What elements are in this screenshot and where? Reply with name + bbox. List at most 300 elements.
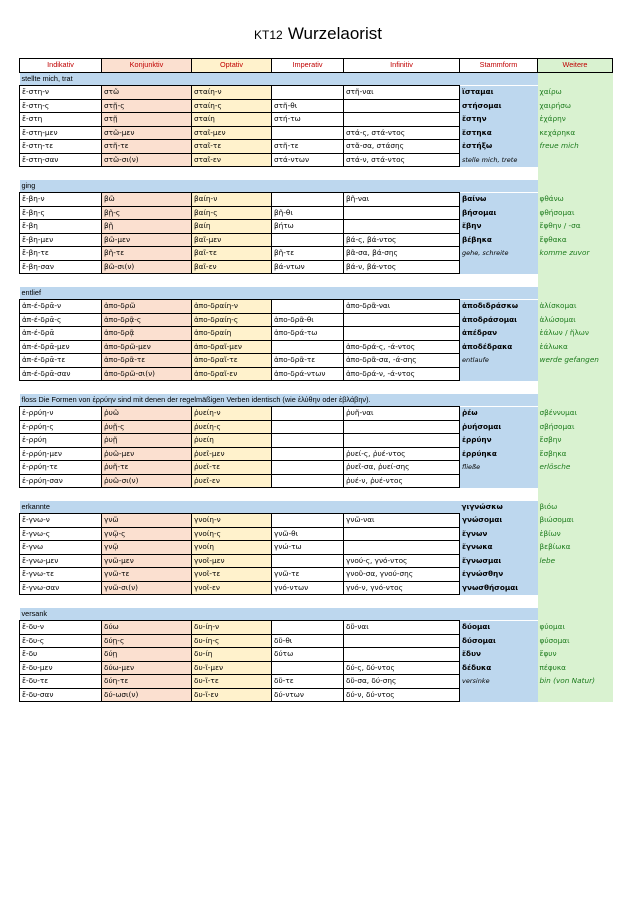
stammform-cell: δύσομαι <box>460 634 538 648</box>
optativ-cell: σταῖ-μεν <box>192 126 272 140</box>
konjunktiv-cell: ἀπο-δρῶ-σι(ν) <box>102 367 192 381</box>
infinitiv-cell: ῥυεί-ς, ῥυέ-ντος <box>344 447 460 461</box>
title-code: KT12 <box>254 28 283 42</box>
table-row <box>20 461 613 475</box>
infinitiv-cell: δύ-ς, δύ-ντος <box>344 661 460 675</box>
section-label: entlief <box>20 287 538 300</box>
optativ-cell: δυ-ῖ-μεν <box>192 661 272 675</box>
imperativ-cell <box>272 233 344 247</box>
spacer-cell <box>192 167 272 180</box>
indikativ-cell: ἔ-γνω-τε <box>20 568 102 582</box>
weitere-cell: βιόω <box>538 501 613 514</box>
stammform-cell: ἔγνων <box>460 527 538 541</box>
optativ-cell: ῥυεῖ-μεν <box>192 447 272 461</box>
konjunktiv-cell: ἀπο-δρῶ-μεν <box>102 340 192 354</box>
indikativ-cell: ἔ-βη-μεν <box>20 233 102 247</box>
imperativ-cell: ἀπο-δρά-ντων <box>272 367 344 381</box>
indikativ-cell: ἐ-ρρύη-ς <box>20 420 102 434</box>
header-weitere: Weitere <box>538 59 613 73</box>
infinitiv-cell: βά-ν, βά-ντος <box>344 260 460 274</box>
imperativ-cell: δῦ-τε <box>272 675 344 689</box>
spacer-cell <box>460 488 538 501</box>
imperativ-cell: βά-ντων <box>272 260 344 274</box>
stammform-cell: ἔδυν <box>460 648 538 662</box>
optativ-cell: σταίη <box>192 113 272 127</box>
optativ-cell: βαῖ-τε <box>192 247 272 261</box>
infinitiv-cell: ἀπο-δρᾶ-σα, -ά-σης <box>344 354 460 368</box>
indikativ-cell: ἀπ-έ-δρᾱ-τε <box>20 354 102 368</box>
spacer-cell <box>102 595 192 608</box>
spacer-cell <box>538 595 613 608</box>
spacer-cell <box>20 595 102 608</box>
spacer-cell <box>102 167 192 180</box>
konjunktiv-cell: στῇ-ς <box>102 99 192 113</box>
optativ-cell: γνοίη-ν <box>192 514 272 528</box>
weitere-cell: φύομαι <box>538 621 613 635</box>
table-row <box>20 434 613 448</box>
weitere-cell: σβήσομαι <box>538 420 613 434</box>
optativ-cell: γνοίη-ς <box>192 527 272 541</box>
spacer-row <box>20 381 613 394</box>
spacer-cell <box>538 381 613 394</box>
konjunktiv-cell: ῥυῶ-σι(ν) <box>102 474 192 488</box>
table-row <box>20 407 613 421</box>
infinitiv-cell: βᾶ-σα, βά-σης <box>344 247 460 261</box>
stammform-cell: ἐγνώσθην <box>460 568 538 582</box>
header-optativ: Optativ <box>192 59 272 73</box>
stammform-cell: ἐρρύην <box>460 434 538 448</box>
header-imperativ: Imperativ <box>272 59 344 73</box>
weitere-cell <box>538 367 613 381</box>
infinitiv-cell <box>344 113 460 127</box>
optativ-cell: ῥυεῖ-εν <box>192 474 272 488</box>
weitere-cell: ἔφθην / -σα <box>538 220 613 234</box>
konjunktiv-cell: γνῶ-σι(ν) <box>102 581 192 595</box>
konjunktiv-cell: ἀπο-δρᾷ <box>102 327 192 341</box>
optativ-cell: βαῖ-εν <box>192 260 272 274</box>
stammform-cell: ἑστήξω <box>460 140 538 154</box>
table-row <box>20 648 613 662</box>
optativ-cell: γνοῖ-τε <box>192 568 272 582</box>
optativ-cell: γνοῖ-μεν <box>192 554 272 568</box>
spacer-cell <box>344 381 460 394</box>
infinitiv-cell <box>344 206 460 220</box>
table-row <box>20 447 613 461</box>
header-indikativ: Indikativ <box>20 59 102 73</box>
optativ-cell: βαίη-ς <box>192 206 272 220</box>
imperativ-cell: ἀπο-δρᾶ-θι <box>272 313 344 327</box>
imperativ-cell: γνώ-τω <box>272 541 344 555</box>
infinitiv-cell <box>344 434 460 448</box>
konjunktiv-cell: στῆ-τε <box>102 140 192 154</box>
spacer-cell <box>20 167 102 180</box>
table-row <box>20 206 613 220</box>
spacer-row <box>20 595 613 608</box>
infinitiv-cell: γνῶ-ναι <box>344 514 460 528</box>
weitere-cell: πέφυκα <box>538 661 613 675</box>
stammform-cell: fließe <box>460 461 538 475</box>
konjunktiv-cell: βῇ <box>102 220 192 234</box>
spacer-cell <box>344 488 460 501</box>
konjunktiv-cell: βῶ-μεν <box>102 233 192 247</box>
stammform-cell: βήσομαι <box>460 206 538 220</box>
infinitiv-cell: ῥυεῖ-σα, ῥυεί-σης <box>344 461 460 475</box>
optativ-cell: σταίη-ς <box>192 99 272 113</box>
imperativ-cell: ἀπο-δρᾶ-τε <box>272 354 344 368</box>
konjunktiv-cell: βῆ-τε <box>102 247 192 261</box>
spacer-cell <box>344 167 460 180</box>
weitere-cell: βεβίωκα <box>538 541 613 555</box>
infinitiv-cell <box>344 648 460 662</box>
table-row <box>20 153 613 167</box>
imperativ-cell <box>272 434 344 448</box>
optativ-cell: ἀπο-δραῖ-τε <box>192 354 272 368</box>
indikativ-cell: ἔ-βη-ς <box>20 206 102 220</box>
weitere-cell: ἐβίων <box>538 527 613 541</box>
stammform-cell: gehe, schreite <box>460 247 538 261</box>
imperativ-cell <box>272 621 344 635</box>
table-row <box>20 420 613 434</box>
indikativ-cell: ἔ-στη <box>20 113 102 127</box>
stammform-cell: entlaufe <box>460 354 538 368</box>
table-row <box>20 340 613 354</box>
konjunktiv-cell: βῶ-σι(ν) <box>102 260 192 274</box>
section-label-row <box>20 501 613 514</box>
stammform-cell: ἀποδέδρακα <box>460 340 538 354</box>
stammform-cell: ἵσταμαι <box>460 86 538 100</box>
konjunktiv-cell: ῥυῶ <box>102 407 192 421</box>
optativ-cell: σταῖ-τε <box>192 140 272 154</box>
konjunktiv-cell: γνῷ-ς <box>102 527 192 541</box>
weitere-cell: φύσομαι <box>538 634 613 648</box>
imperativ-cell <box>272 126 344 140</box>
infinitiv-cell: ῥυέ-ν, ῥυέ-ντος <box>344 474 460 488</box>
spacer-cell <box>538 274 613 287</box>
konjunktiv-cell: δύ-ωσι(ν) <box>102 688 192 702</box>
table-row <box>20 233 613 247</box>
stammform-cell: βέβηκα <box>460 233 538 247</box>
konjunktiv-cell: γνῶ <box>102 514 192 528</box>
optativ-cell: ῥυείη-ν <box>192 407 272 421</box>
table-row <box>20 220 613 234</box>
stammform-cell: ἀποδράσομαι <box>460 313 538 327</box>
section-label-row <box>20 287 613 300</box>
table-row <box>20 260 613 274</box>
konjunktiv-cell: γνῷ <box>102 541 192 555</box>
imperativ-cell: βῆ-θι <box>272 206 344 220</box>
table-row <box>20 554 613 568</box>
table-row <box>20 367 613 381</box>
indikativ-cell: ἔ-στη-μεν <box>20 126 102 140</box>
table-row <box>20 621 613 635</box>
imperativ-cell <box>272 474 344 488</box>
konjunktiv-cell: δύη-τε <box>102 675 192 689</box>
header-konjunktiv: Konjunktiv <box>102 59 192 73</box>
weitere-cell: erlösche <box>538 461 613 475</box>
section-label-row <box>20 72 613 86</box>
infinitiv-cell <box>344 634 460 648</box>
infinitiv-cell: δῦ-σα, δύ-σης <box>344 675 460 689</box>
infinitiv-cell: γνοῦ-σα, γνού-σης <box>344 568 460 582</box>
weitere-cell: bin (von Natur) <box>538 675 613 689</box>
stammform-cell: βαίνω <box>460 193 538 207</box>
optativ-cell: ῥυείη <box>192 434 272 448</box>
spacer-cell <box>192 274 272 287</box>
spacer-cell <box>20 488 102 501</box>
konjunktiv-cell: ῥυῆ-τε <box>102 461 192 475</box>
infinitiv-cell: στῆ-ναι <box>344 86 460 100</box>
indikativ-cell: ἐ-ρρύη-σαν <box>20 474 102 488</box>
stammform-cell: ῥέω <box>460 407 538 421</box>
optativ-cell: δυ-ίη-ς <box>192 634 272 648</box>
infinitiv-cell <box>344 313 460 327</box>
header-infinitiv: Infinitiv <box>344 59 460 73</box>
section-label: erkannte <box>20 501 460 514</box>
konjunktiv-cell: βῶ <box>102 193 192 207</box>
spacer-cell <box>460 381 538 394</box>
section-label: ging <box>20 180 538 193</box>
infinitiv-cell: βῆ-ναι <box>344 193 460 207</box>
weitere-cell: σβέννυμαι <box>538 407 613 421</box>
konjunktiv-cell: γνῶ-μεν <box>102 554 192 568</box>
spacer-cell <box>192 595 272 608</box>
weitere-cell: φθάνω <box>538 193 613 207</box>
weitere-cell: ἔφθακα <box>538 233 613 247</box>
weitere-cell <box>538 153 613 167</box>
imperativ-cell <box>272 86 344 100</box>
spacer-cell <box>538 167 613 180</box>
stammform-cell: ἔστην <box>460 113 538 127</box>
optativ-cell: ἀπο-δραίη <box>192 327 272 341</box>
stammform-cell <box>460 688 538 702</box>
stammform-cell: ἔγνωκα <box>460 541 538 555</box>
optativ-cell: βαίη-ν <box>192 193 272 207</box>
imperativ-cell: γνό-ντων <box>272 581 344 595</box>
table-row <box>20 140 613 154</box>
optativ-cell: σταῖ-εν <box>192 153 272 167</box>
header-stammform: Stammform <box>460 59 538 73</box>
page-title <box>0 24 636 44</box>
indikativ-cell: ἐ-ρρύη-μεν <box>20 447 102 461</box>
indikativ-cell: ἀπ-έ-δρᾱ-μεν <box>20 340 102 354</box>
weitere-cell: φθήσομαι <box>538 206 613 220</box>
indikativ-cell: ἔ-γνω-σαν <box>20 581 102 595</box>
infinitiv-cell <box>344 420 460 434</box>
weitere-cell: ἁλώσομαι <box>538 313 613 327</box>
spacer-cell <box>272 488 344 501</box>
indikativ-cell: ἐ-ρρύη-ν <box>20 407 102 421</box>
indikativ-cell: ἀπ-έ-δρᾱ-σαν <box>20 367 102 381</box>
table-row <box>20 675 613 689</box>
konjunktiv-cell: στῶ <box>102 86 192 100</box>
table-row <box>20 354 613 368</box>
stammform-cell: δέδυκα <box>460 661 538 675</box>
indikativ-cell: ἔ-βη-σαν <box>20 260 102 274</box>
imperativ-cell <box>272 447 344 461</box>
konjunktiv-cell: στῶ-μεν <box>102 126 192 140</box>
infinitiv-cell: στᾶ-σα, στάσης <box>344 140 460 154</box>
optativ-cell: γνοῖ-εν <box>192 581 272 595</box>
spacer-cell <box>272 167 344 180</box>
spacer-row <box>20 488 613 501</box>
infinitiv-cell <box>344 220 460 234</box>
infinitiv-cell: ῥυῆ-ναι <box>344 407 460 421</box>
spacer-cell <box>460 595 538 608</box>
imperativ-cell: στῆ-τε <box>272 140 344 154</box>
indikativ-cell: ἔ-γνω-ς <box>20 527 102 541</box>
spacer-cell <box>344 274 460 287</box>
imperativ-cell: δῦ-θι <box>272 634 344 648</box>
infinitiv-cell <box>344 99 460 113</box>
weitere-cell <box>538 260 613 274</box>
weitere-cell: werde gefangen <box>538 354 613 368</box>
indikativ-cell: ἔ-γνω-μεν <box>20 554 102 568</box>
table-row <box>20 99 613 113</box>
infinitiv-cell: στά-ς, στά-ντος <box>344 126 460 140</box>
weitere-cell: ἔσβηκα <box>538 447 613 461</box>
konjunktiv-cell: γνῶ-τε <box>102 568 192 582</box>
spacer-cell <box>192 488 272 501</box>
table-row <box>20 688 613 702</box>
weitere-cell: κεχάρηκα <box>538 126 613 140</box>
stammform-cell: ἔγνωσμαι <box>460 554 538 568</box>
weitere-cell: ἐχάρην <box>538 113 613 127</box>
weitere-cell: ἑάλων / ἥλων <box>538 327 613 341</box>
stammform-cell: γνωσθήσομαι <box>460 581 538 595</box>
imperativ-cell <box>272 461 344 475</box>
optativ-cell: δυ-ῖ-εν <box>192 688 272 702</box>
spacer-cell <box>20 381 102 394</box>
imperativ-cell <box>272 300 344 314</box>
optativ-cell: γνοίη <box>192 541 272 555</box>
imperativ-cell: δύτω <box>272 648 344 662</box>
section-label-row <box>20 394 613 407</box>
table-row <box>20 581 613 595</box>
indikativ-cell: ἔ-δυ-σαν <box>20 688 102 702</box>
optativ-cell: ἀπο-δραίη-ν <box>192 300 272 314</box>
spacer-row <box>20 274 613 287</box>
konjunktiv-cell: ἀπο-δρᾶ-τε <box>102 354 192 368</box>
imperativ-cell <box>272 407 344 421</box>
indikativ-cell: ἔ-στη-ς <box>20 99 102 113</box>
indikativ-cell: ἔ-δυ-τε <box>20 675 102 689</box>
indikativ-cell: ἔ-δυ-ν <box>20 621 102 635</box>
konjunktiv-cell: δύῃ <box>102 648 192 662</box>
indikativ-cell: ἔ-βη-ν <box>20 193 102 207</box>
stammform-cell: γιγνώσκω <box>460 501 538 514</box>
weitere-cell <box>538 180 613 193</box>
konjunktiv-cell: ῥυῇ-ς <box>102 420 192 434</box>
indikativ-cell: ἔ-στη-τε <box>20 140 102 154</box>
imperativ-cell <box>272 193 344 207</box>
spacer-cell <box>344 595 460 608</box>
imperativ-cell: ἀπο-δρά-τω <box>272 327 344 341</box>
section-label-row <box>20 608 613 621</box>
infinitiv-cell <box>344 527 460 541</box>
imperativ-cell: βῆ-τε <box>272 247 344 261</box>
section-label: floss Die Formen von ἐρρύην sind mit denen der regelmäßigen Verben identisch (wie ἐλύθην oder ἐβλάβην). <box>20 394 538 407</box>
weitere-cell: freue mich <box>538 140 613 154</box>
table-row <box>20 313 613 327</box>
table-row <box>20 568 613 582</box>
imperativ-cell: γνῶ-τε <box>272 568 344 582</box>
optativ-cell: δυ-ίη <box>192 648 272 662</box>
weitere-cell: χαίρω <box>538 86 613 100</box>
konjunktiv-cell: δύῃ-ς <box>102 634 192 648</box>
section-label: versank <box>20 608 538 621</box>
imperativ-cell <box>272 340 344 354</box>
spacer-cell <box>538 488 613 501</box>
konjunktiv-cell: στῇ <box>102 113 192 127</box>
optativ-cell: ῥυεῖ-τε <box>192 461 272 475</box>
imperativ-cell: στή-τω <box>272 113 344 127</box>
imperativ-cell: γνῶ-θι <box>272 527 344 541</box>
imperativ-cell: στά-ντων <box>272 153 344 167</box>
spacer-cell <box>192 381 272 394</box>
infinitiv-cell <box>344 327 460 341</box>
konjunktiv-cell: βῇ-ς <box>102 206 192 220</box>
spacer-row <box>20 167 613 180</box>
stammform-cell <box>460 260 538 274</box>
weitere-cell <box>538 287 613 300</box>
weitere-cell: ἑάλωκα <box>538 340 613 354</box>
indikativ-cell: ἔ-δυ-ς <box>20 634 102 648</box>
optativ-cell: δυ-ῖ-τε <box>192 675 272 689</box>
table-row <box>20 514 613 528</box>
indikativ-cell: ἔ-βη-τε <box>20 247 102 261</box>
weitere-cell: βιώσομαι <box>538 514 613 528</box>
indikativ-cell: ἀπ-έ-δρᾱ-ν <box>20 300 102 314</box>
table-row <box>20 541 613 555</box>
title-main: Wurzelaorist <box>287 24 382 43</box>
stammform-cell: στήσομαι <box>460 99 538 113</box>
konjunktiv-cell: δύω-μεν <box>102 661 192 675</box>
infinitiv-cell: ἀπο-δρά-ν, -ά-ντος <box>344 367 460 381</box>
table-row <box>20 661 613 675</box>
konjunktiv-cell: δύω <box>102 621 192 635</box>
indikativ-cell: ἀπ-έ-δρᾱ <box>20 327 102 341</box>
optativ-cell: ῥυείη-ς <box>192 420 272 434</box>
infinitiv-cell: γνό-ν, γνό-ντος <box>344 581 460 595</box>
table-row <box>20 126 613 140</box>
table-row <box>20 527 613 541</box>
table-row <box>20 86 613 100</box>
konjunktiv-cell: ἀπο-δρῶ <box>102 300 192 314</box>
stammform-cell <box>460 367 538 381</box>
stammform-cell: δύομαι <box>460 621 538 635</box>
indikativ-cell: ἔ-στη-ν <box>20 86 102 100</box>
weitere-cell <box>538 474 613 488</box>
weitere-cell <box>538 608 613 621</box>
optativ-cell: ἀπο-δραῖ-μεν <box>192 340 272 354</box>
optativ-cell: δυ-ίη-ν <box>192 621 272 635</box>
infinitiv-cell: δύ-ν, δύ-ντος <box>344 688 460 702</box>
optativ-cell: σταίη-ν <box>192 86 272 100</box>
weitere-cell <box>538 581 613 595</box>
indikativ-cell: ἔ-γνω-ν <box>20 514 102 528</box>
spacer-cell <box>460 274 538 287</box>
table-row <box>20 113 613 127</box>
header-row <box>20 59 613 73</box>
spacer-cell <box>102 274 192 287</box>
weitere-cell <box>538 394 613 407</box>
imperativ-cell <box>272 661 344 675</box>
weitere-cell <box>538 688 613 702</box>
stammform-cell: ῥυήσομαι <box>460 420 538 434</box>
table-row <box>20 247 613 261</box>
konjunktiv-cell: ῥυῇ <box>102 434 192 448</box>
table-row <box>20 474 613 488</box>
